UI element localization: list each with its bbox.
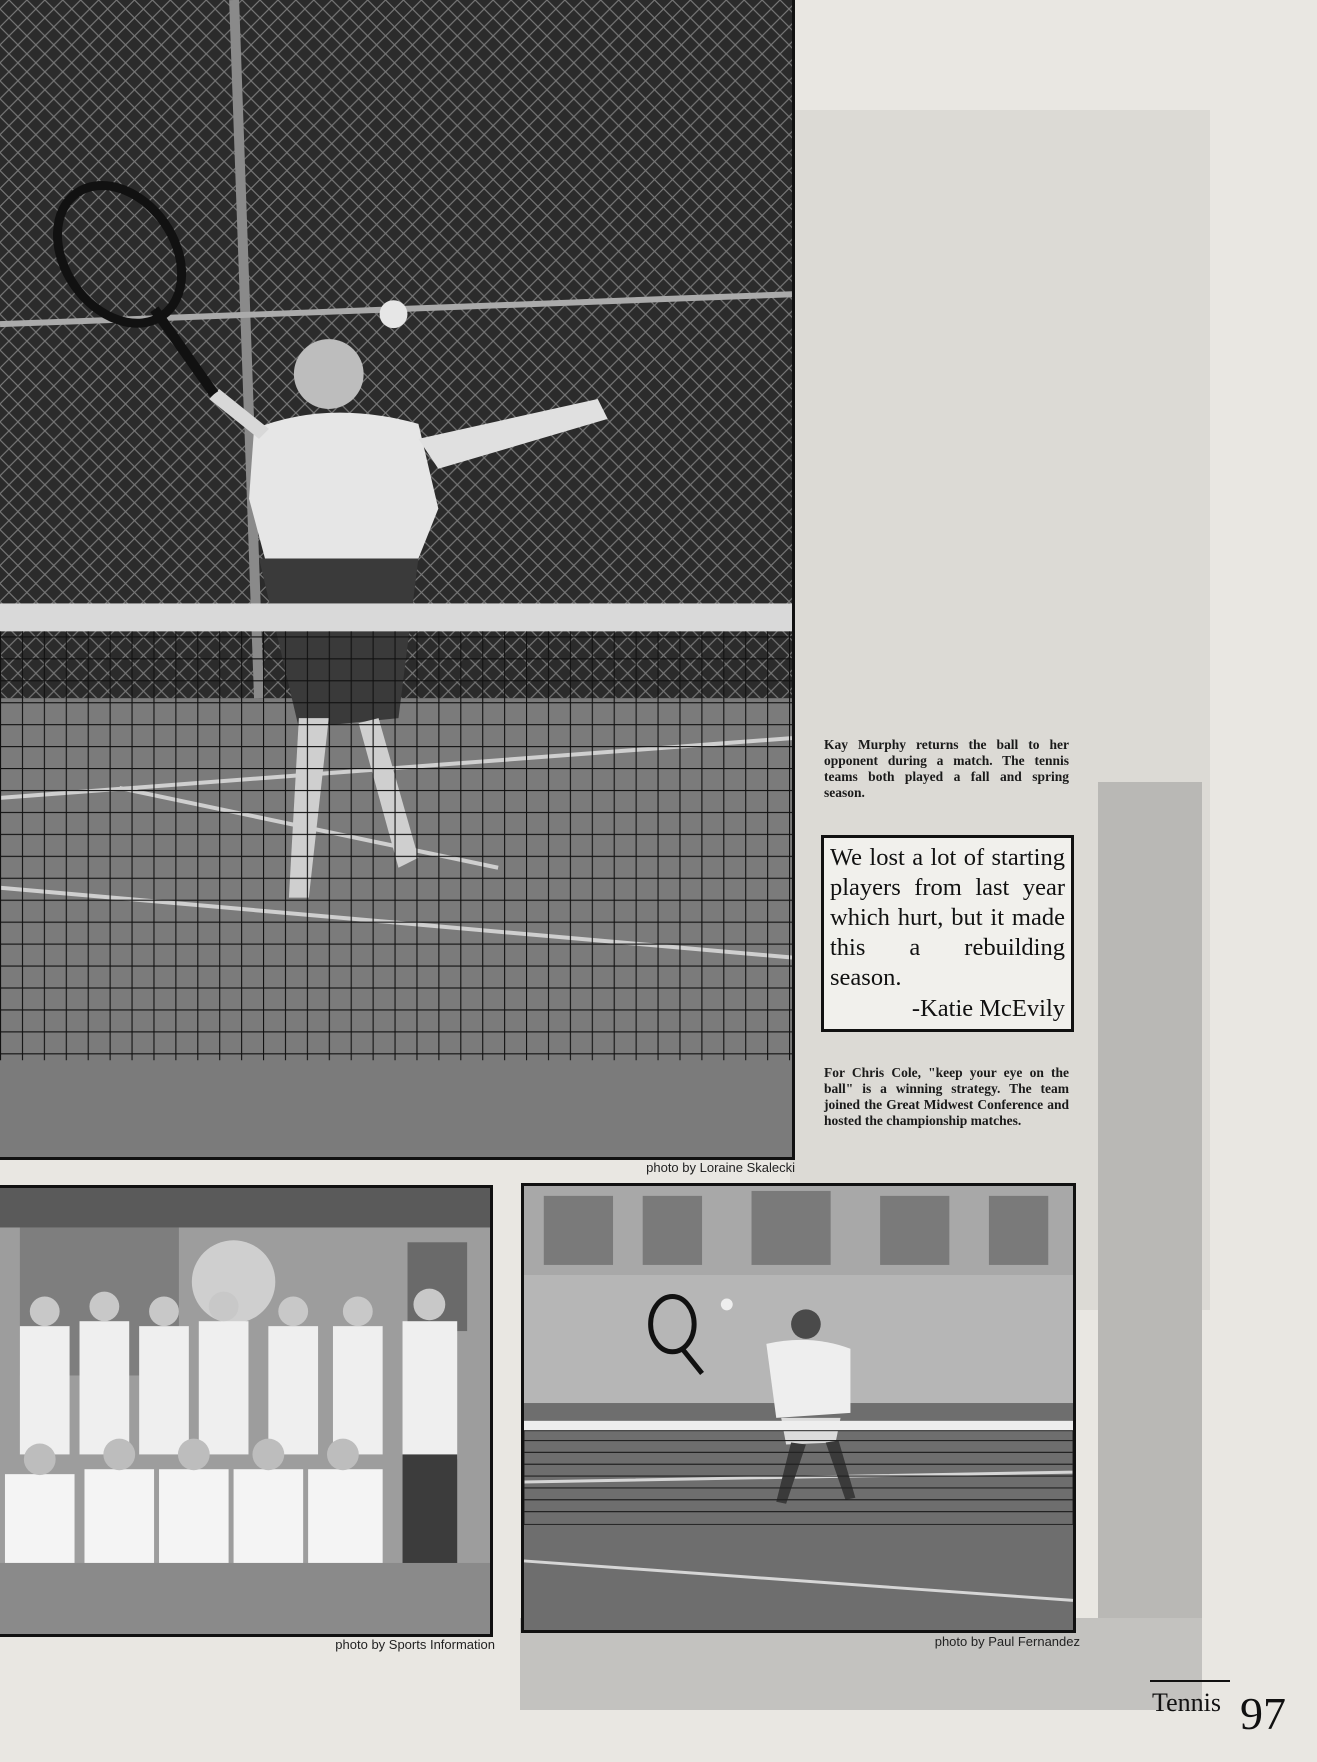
team-portrait-illustration [0,1188,490,1634]
action-photo-credit: photo by Paul Fernandez [934,1634,1080,1649]
caption-kay-murphy: Kay Murphy returns the ball to her opponent during a match. The tennis teams both played a fall and spring season. [824,737,1069,800]
caption-chris-cole: For Chris Cole, "keep your eye on the ball" is a winning strategy. The team joined the Great Midwest Conference and hosted the championship matches. [824,1065,1069,1128]
gray-side-bar [1098,782,1202,1697]
tennis-player-illustration [0,0,792,1157]
team-photo-credit: photo by Sports Information [335,1637,495,1652]
page-number: 97 [1240,1688,1286,1739]
quote-text: We lost a lot of starting players from last year which hurt, but it made this a rebuilding season. [830,844,1065,991]
footer-rule [1150,1680,1230,1682]
team-group-photo [0,1185,493,1637]
action-tennis-photo [521,1183,1076,1633]
chris-cole-illustration [524,1186,1073,1630]
top-photo-credit: photo by Loraine Skalecki [646,1160,795,1175]
quote-author: -Katie McEvily [911,995,1065,1022]
pull-quote-box [821,835,1074,1032]
top-tennis-photo [0,0,795,1160]
section-label: Tennis [1152,1688,1221,1717]
